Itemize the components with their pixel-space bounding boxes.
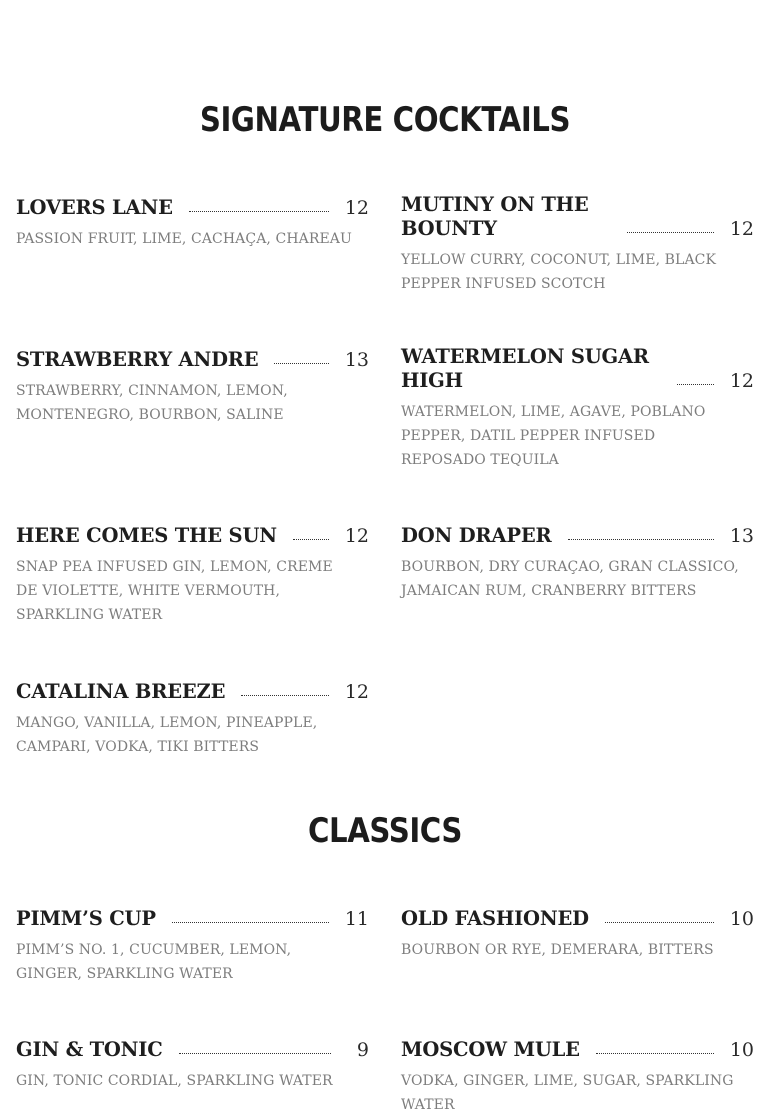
menu-item-catalina-breeze (16, 680, 369, 759)
menu-item-watermelon-sugar-high (401, 345, 754, 472)
leader-dots (596, 1053, 714, 1054)
item-name: MUTINY ON THE BOUNTY (401, 193, 589, 240)
item-description: BOURBON OR RYE, DEMERARA, BITTERS (401, 942, 714, 958)
item-description: VODKA, GINGER, LIME, SUGAR, SPARKLING WATER (401, 1073, 734, 1113)
menu-item-moscow-mule (401, 1038, 754, 1117)
item-price: 9 (356, 1039, 369, 1061)
item-name: MOSCOW MULE (401, 1038, 580, 1061)
item-name: PIMM’S CUP (16, 907, 156, 930)
item-price: 11 (344, 908, 369, 930)
leader-dots (179, 1053, 331, 1054)
menu-item-here-comes-the-sun (16, 524, 369, 627)
leader-dots (677, 384, 714, 385)
item-price: 12 (729, 370, 754, 392)
item-price: 12 (344, 681, 369, 703)
leader-dots (274, 363, 328, 364)
menu-item-gin-and-tonic (16, 1038, 369, 1093)
item-price: 13 (344, 349, 369, 371)
leader-dots (172, 922, 329, 923)
item-name: HERE COMES THE SUN (16, 524, 277, 547)
item-price: 10 (729, 1039, 754, 1061)
section-title-signature-cocktails: SIGNATURE COCKTAILS (199, 100, 571, 140)
item-description: GIN, TONIC CORDIAL, SPARKLING WATER (16, 1073, 333, 1089)
leader-dots (627, 232, 714, 233)
leader-dots (293, 539, 329, 540)
item-description: BOURBON, DRY CURAÇAO, GRAN CLASSICO, JAMAICAN RUM, CRANBERRY BITTERS (401, 559, 739, 599)
item-name: LOVERS LANE (16, 196, 173, 219)
menu-item-strawberry-andre (16, 348, 369, 427)
menu-item-pimms-cup (16, 907, 369, 986)
item-price: 12 (729, 218, 754, 240)
item-name: CATALINA BREEZE (16, 680, 226, 703)
menu-item-don-draper (401, 524, 754, 603)
item-description: PIMM’S NO. 1, CUCUMBER, LEMON, GINGER, SPARKLING WATER (16, 942, 292, 982)
item-price: 12 (344, 525, 369, 547)
item-description: STRAWBERRY, CINNAMON, LEMON, MONTENEGRO, BOURBON, SALINE (16, 383, 288, 423)
item-price: 10 (729, 908, 754, 930)
item-description: PASSION FRUIT, LIME, CACHAÇA, CHAREAU (16, 231, 352, 247)
menu-item-mutiny-on-the-bounty (401, 193, 754, 296)
leader-dots (189, 211, 329, 212)
item-description: WATERMELON, LIME, AGAVE, POBLANO PEPPER, DATIL PEPPER INFUSED REPOSADO TEQUILA (401, 404, 706, 468)
menu-item-old-fashioned (401, 907, 754, 962)
item-description: SNAP PEA INFUSED GIN, LEMON, CREME DE VIOLETTE, WHITE VERMOUTH, SPARKLING WATER (16, 559, 333, 623)
item-name: GIN & TONIC (16, 1038, 163, 1061)
section-title-classics: CLASSICS (307, 811, 463, 851)
item-name: WATERMELON SUGAR HIGH (401, 345, 649, 392)
item-price: 12 (344, 197, 369, 219)
item-name: OLD FASHIONED (401, 907, 589, 930)
item-description: MANGO, VANILLA, LEMON, PINEAPPLE, CAMPARI, VODKA, TIKI BITTERS (16, 715, 318, 755)
item-name: STRAWBERRY ANDRE (16, 348, 259, 371)
leader-dots (241, 695, 329, 696)
leader-dots (605, 922, 714, 923)
item-price: 13 (729, 525, 754, 547)
leader-dots (568, 539, 714, 540)
item-description: YELLOW CURRY, COCONUT, LIME, BLACK PEPPER INFUSED SCOTCH (401, 252, 717, 292)
menu-item-lovers-lane (16, 196, 369, 251)
item-name: DON DRAPER (401, 524, 552, 547)
